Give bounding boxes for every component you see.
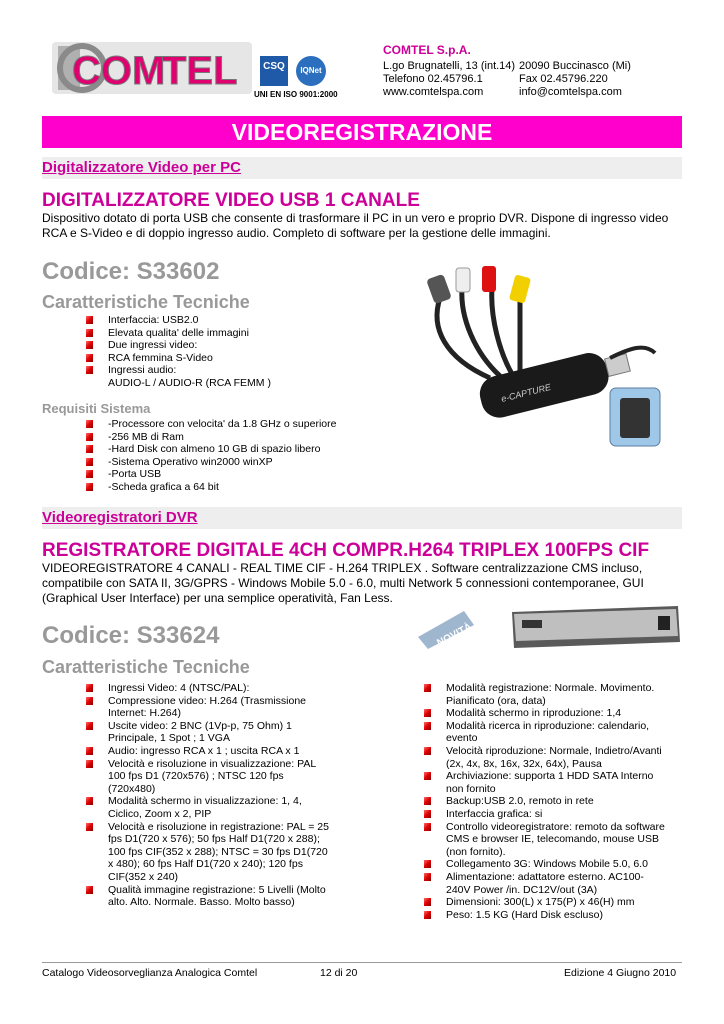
list-item: -Porta USB [83, 468, 383, 481]
requirements-list [83, 418, 383, 494]
bullet-icon [86, 329, 93, 337]
bullet-icon [86, 458, 93, 466]
list-item: -Scheda grafica a 64 bit [83, 481, 383, 494]
list-item: Peso: 1.5 KG (Hard Disk escluso) [421, 909, 683, 922]
bullet-icon [424, 860, 431, 868]
list-item: -Hard Disk con almeno 10 GB di spazio libero [83, 443, 383, 456]
list-item: Elevata qualita' delle immagini [83, 327, 383, 340]
list-item: Modalità schermo in riproduzione: 1,4 [421, 707, 683, 720]
list-item: -256 MB di Ram [83, 431, 383, 444]
list-item: Compressione video: H.264 (Trasmissione Internet: H.264) [83, 695, 373, 720]
product-code-2: Codice: S33624 [42, 622, 220, 649]
company-web-link[interactable]: www.comtelspa.com [383, 86, 484, 98]
list-item: Modalità registrazione: Normale. Movimento. Pianificato (ora, data) [421, 682, 683, 707]
iso-certification [252, 52, 342, 100]
list-item: Uscite video: 2 BNC (1Vp-p, 75 Ohm) 1 Principale, 1 Spot ; 1 VGA [83, 720, 373, 745]
list-item: Qualità immagine registrazione: 5 Livelli (Molto alto. Alto. Normale. Basso. Molto basso) [83, 884, 373, 909]
list-item: Alimentazione: adattatore esterno. AC100- 240V Power /in. DC12V/out (3A) [421, 871, 683, 896]
bullet-icon [86, 823, 93, 831]
bullet-icon [424, 810, 431, 818]
list-item: Due ingressi video: [83, 339, 383, 352]
bullet-icon [86, 433, 93, 441]
cert-text: UNI EN ISO 9001:2000 [254, 90, 338, 99]
requirements-title: Requisiti Sistema [42, 401, 151, 416]
company-email-link[interactable]: info@comtelspa.com [519, 86, 622, 98]
features-title-1: Caratteristiche Tecniche [42, 292, 250, 312]
features-list-left [83, 682, 373, 909]
bullet-icon [86, 470, 93, 478]
bullet-icon [86, 445, 93, 453]
list-item: Modalità schermo in visualizzazione: 1, 4, Ciclico, Zoom x 2, PIP [83, 795, 373, 820]
list-item: Velocità e risoluzione in visualizzazione: PAL 100 fps D1 (720x576) ; NTSC 120 fps (720x480) [83, 758, 373, 796]
csq-badge: CSQ [260, 56, 288, 86]
product-description-2: VIDEOREGISTRATORE 4 CANALI - REAL TIME CIF - H.264 TRIPLEX . Software centralizzazione CMS incluso, compatibile con SATA II, 3G/GPRS - Windows Mobile 5.0 - 6.0, multi Network 5 connessioni contemporanee, GUI (Graphical User Interface) per una semplice operatività, Fan Less. [42, 561, 644, 605]
bullet-icon [86, 354, 93, 362]
product-title-2: REGISTRATORE DIGITALE 4CH COMPR.H264 TRIPLEX 100FPS CIF [42, 540, 650, 561]
product-code-1: Codice: S33602 [42, 258, 220, 285]
bullet-icon [86, 366, 93, 374]
list-item: Backup:USB 2.0, remoto in rete [421, 795, 683, 808]
comtel-logo [42, 38, 252, 100]
section-header-digitalizzatore [42, 157, 682, 179]
product-description-1: Dispositivo dotato di porta USB che consente di trasformare il PC in un vero e proprio DVR. Dispone di ingresso video RCA e S-Video e di doppio ingresso audio. Completo di software per la gestione delle immagini. [42, 211, 669, 240]
footer-edition: Edizione 4 Giugno 2010 [564, 967, 677, 979]
bullet-icon [86, 483, 93, 491]
list-item: RCA femmina S-Video [83, 352, 383, 365]
company-fax: Fax 02.45796.220 [519, 73, 608, 85]
device-label: e-CAPTURE [500, 381, 552, 404]
list-item: -Processore con velocita' da 1.8 GHz o superiore [83, 418, 383, 431]
bullet-icon [86, 722, 93, 730]
bullet-icon [424, 911, 431, 919]
usb-capture-device-image [420, 258, 670, 458]
dvr-device-image [508, 602, 683, 652]
category-link-dvr[interactable]: Videoregistratori DVR [42, 509, 198, 526]
list-item: Interfaccia grafica: si [421, 808, 683, 821]
bullet-icon [424, 873, 431, 881]
category-link-digitalizzatore[interactable]: Digitalizzatore Video per PC [42, 159, 241, 176]
bullet-icon [86, 760, 93, 768]
list-item: Interfaccia: USB2.0 [83, 314, 383, 327]
list-item: Ingressi audio: [83, 364, 383, 377]
bullet-icon [86, 684, 93, 692]
footer-page-number: 12 di 20 [320, 967, 358, 979]
bullet-icon [424, 747, 431, 755]
bullet-icon [424, 709, 431, 717]
features-list-right [421, 682, 683, 921]
novita-badge [414, 607, 478, 651]
company-address: L.go Brugnatelli, 13 (int.14) [383, 60, 516, 72]
bullet-icon [86, 420, 93, 428]
list-item: -Sistema Operativo win2000 winXP [83, 456, 383, 469]
features-list-1 [83, 314, 383, 390]
company-city: 20090 Buccinasco (Mi) [519, 60, 631, 72]
bullet-icon [424, 898, 431, 906]
list-item: Audio: ingresso RCA x 1 ; uscita RCA x 1 [83, 745, 373, 758]
section-header-dvr [42, 507, 682, 529]
list-item: Collegamento 3G: Windows Mobile 5.0, 6.0 [421, 858, 683, 871]
list-item: Modalità ricerca in riproduzione: calendario, evento [421, 720, 683, 745]
svg-text:COM: COM [72, 49, 166, 93]
list-item: Velocità riproduzione: Normale, Indietro/Avanti (2x, 4x, 8x, 16x, 32x, 64x), Pausa [421, 745, 683, 770]
list-item: Archiviazione: supporta 1 HDD SATA Interno non fornito [421, 770, 683, 795]
footer-divider [42, 962, 682, 963]
company-phone: Telefono 02.45796.1 [383, 73, 483, 85]
bullet-icon [424, 797, 431, 805]
list-item: Ingressi Video: 4 (NTSC/PAL): [83, 682, 373, 695]
bullet-icon [424, 823, 431, 831]
product-title-1: DIGITALIZZATORE VIDEO USB 1 CANALE [42, 190, 420, 211]
list-item: Controllo videoregistratore: remoto da software CMS e browser IE, telecomando, mouse USB (non fornito). [421, 821, 683, 859]
svg-text:TEL: TEL [162, 49, 238, 93]
bullet-icon [86, 316, 93, 324]
svg-text:NOVITÀ: NOVITÀ [435, 621, 474, 649]
bullet-icon [86, 747, 93, 755]
bullet-icon [86, 797, 93, 805]
page-title: VIDEOREGISTRAZIONE [42, 116, 682, 148]
bullet-icon [424, 684, 431, 692]
bullet-icon [424, 722, 431, 730]
bullet-icon [86, 341, 93, 349]
company-info [383, 44, 631, 99]
list-item: Dimensioni: 300(L) x 175(P) x 46(H) mm [421, 896, 683, 909]
list-item: AUDIO-L / AUDIO-R (RCA FEMM ) [108, 376, 271, 389]
company-name: COMTEL S.p.A. [383, 43, 471, 57]
bullet-icon [86, 886, 93, 894]
bullet-icon [86, 697, 93, 705]
list-item: Velocità e risoluzione in registrazione: PAL = 25 fps D1(720 x 576); 50 fps Half D1(720 x 288); 100 fps CIF(352 x 288); NTSC = 30 fps D1(720 x 480); 60 fps Half D1(720 x 240); 120 fps CIF(352 x 240) [83, 821, 373, 884]
iqnet-badge: IQNet [296, 56, 326, 86]
bullet-icon [424, 772, 431, 780]
footer-catalog: Catalogo Videosorveglianza Analogica Comtel [42, 967, 258, 979]
features-title-2: Caratteristiche Tecniche [42, 657, 250, 677]
